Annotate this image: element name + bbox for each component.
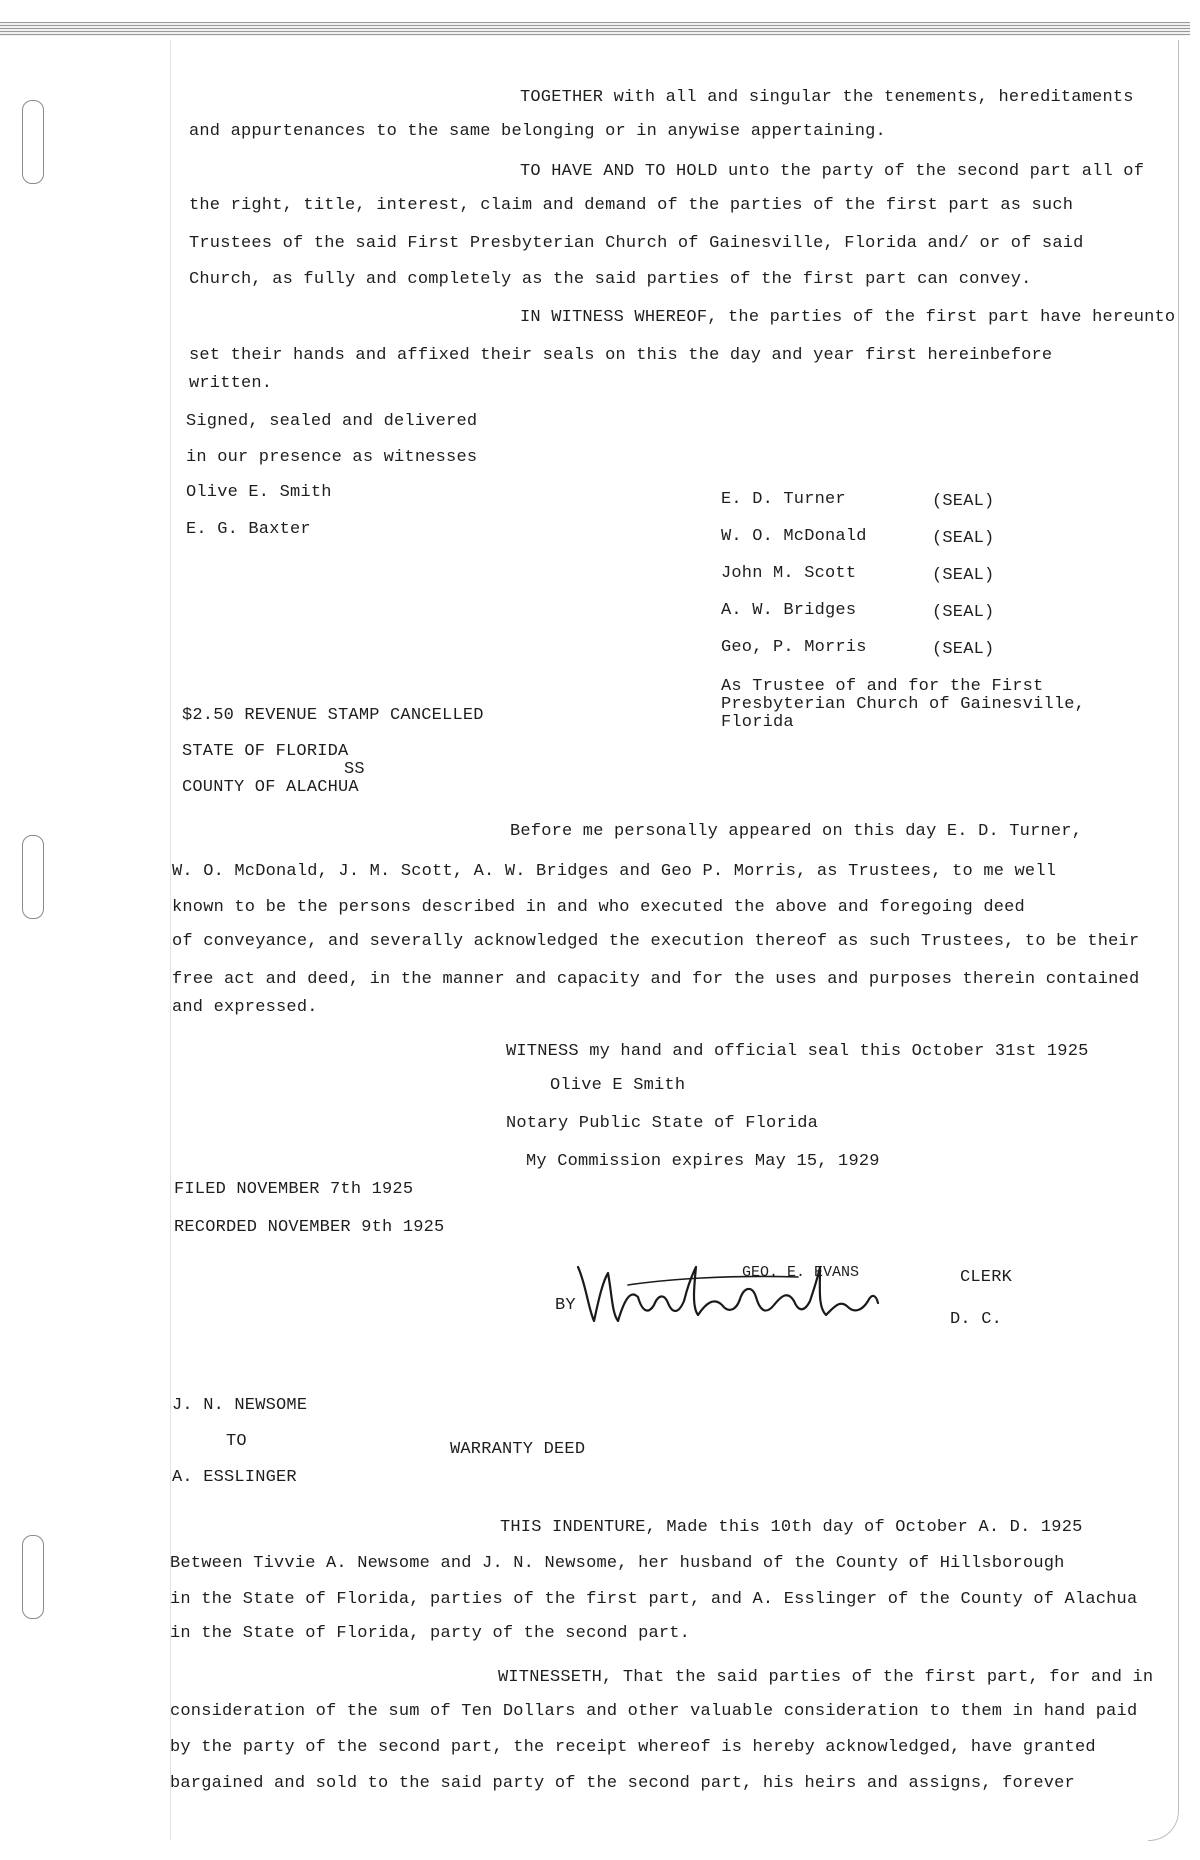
deputy-clerk-signature xyxy=(568,1255,886,1335)
deed2-text-line: Between Tivvie A. Newsome and J. N. Newsome, her husband of the County of Hillsborough xyxy=(170,1554,1065,1573)
grantee-name: A. ESSLINGER xyxy=(172,1468,297,1487)
binder-hole-bottom xyxy=(22,1535,44,1619)
binder-hole-middle xyxy=(22,835,44,919)
signer-name: W. O. McDonald xyxy=(721,527,867,546)
seal-label: (SEAL) xyxy=(932,529,995,548)
deed1-text-line: set their hands and affixed their seals on this the day and year first hereinbefore xyxy=(189,346,1053,365)
notary-title: Notary Public State of Florida xyxy=(506,1114,819,1133)
to-label: TO xyxy=(226,1432,247,1451)
commission-expiry: My Commission expires May 15, 1929 xyxy=(526,1152,880,1171)
filed-date: FILED NOVEMBER 7th 1925 xyxy=(174,1180,414,1199)
clerk-name: GEO. E. EVANS xyxy=(742,1264,860,1281)
deed2-text-line: in the State of Florida, party of the second part. xyxy=(170,1624,691,1643)
trustee-line: As Trustee of and for the First xyxy=(721,677,1044,696)
deed1-text-line: Church, as fully and completely as the said parties of the first part can convey. xyxy=(189,270,1032,289)
deed1-text-line: TO HAVE AND TO HOLD unto the party of the second part all of xyxy=(520,162,1145,181)
revenue-stamp-line: $2.50 REVENUE STAMP CANCELLED xyxy=(182,706,484,725)
witness-name: E. G. Baxter xyxy=(186,520,311,539)
ack-text-line: Before me personally appeared on this day E. D. Turner, xyxy=(510,822,1083,841)
deed2-text-line: in the State of Florida, parties of the first part, and A. Esslinger of the County of Alachua xyxy=(170,1590,1138,1609)
deed2-text-line: WITNESSETH, That the said parties of the first part, for and in xyxy=(498,1668,1154,1687)
ack-text-line: of conveyance, and severally acknowledged the execution thereof as such Trustees, to be their xyxy=(172,932,1140,951)
ack-text-line: W. O. McDonald, J. M. Scott, A. W. Bridges and Geo P. Morris, as Trustees, to me well xyxy=(172,862,1057,881)
trustee-line: Florida xyxy=(721,713,794,732)
deed1-text-line: and appurtenances to the same belonging or in anywise appertaining. xyxy=(189,122,886,141)
deed2-text-line: THIS INDENTURE, Made this 10th day of October A. D. 1925 xyxy=(500,1518,1083,1537)
state-line: STATE OF FLORIDA xyxy=(182,742,349,761)
clerk-title: CLERK xyxy=(960,1268,1013,1287)
grantor-name: J. N. NEWSOME xyxy=(172,1396,308,1415)
signer-name: John M. Scott xyxy=(721,564,857,583)
deed2-text-line: consideration of the sum of Ten Dollars and other valuable consideration to them in hand paid xyxy=(170,1702,1138,1721)
top-ruled-border xyxy=(0,22,1190,36)
trustee-line: Presbyterian Church of Gainesville, xyxy=(721,695,1086,714)
deed2-text-line: by the party of the second part, the receipt whereof is hereby acknowledged, have granted xyxy=(170,1738,1096,1757)
right-page-edge xyxy=(1178,40,1179,1780)
seal-label: (SEAL) xyxy=(932,566,995,585)
witness-name: Olive E. Smith xyxy=(186,483,332,502)
deed-type: WARRANTY DEED xyxy=(450,1440,586,1459)
deed1-text-line: TOGETHER with all and singular the tenements, hereditaments xyxy=(520,88,1134,107)
deed1-text-line: IN WITNESS WHEREOF, the parties of the first part have hereunto xyxy=(520,308,1176,327)
witnesses-line: in our presence as witnesses xyxy=(186,448,478,467)
signed-sealed-line: Signed, sealed and delivered xyxy=(186,412,478,431)
seal-label: (SEAL) xyxy=(932,492,995,511)
deputy-clerk-label: D. C. xyxy=(950,1310,1003,1329)
recorded-date: RECORDED NOVEMBER 9th 1925 xyxy=(174,1218,445,1237)
seal-label: (SEAL) xyxy=(932,603,995,622)
ack-text-line: free act and deed, in the manner and capacity and for the uses and purposes therein contained xyxy=(172,970,1140,989)
by-label: BY xyxy=(555,1296,576,1315)
notary-witness-line: WITNESS my hand and official seal this October 31st 1925 xyxy=(506,1042,1089,1061)
ack-text-line: known to be the persons described in and who executed the above and foregoing deed xyxy=(172,898,1025,917)
signer-name: A. W. Bridges xyxy=(721,601,857,620)
binder-hole-top xyxy=(22,100,44,184)
ss-line: SS xyxy=(344,760,365,779)
county-line: COUNTY OF ALACHUA xyxy=(182,778,359,797)
page-corner-curl xyxy=(1148,1780,1179,1841)
ack-text-line: and expressed. xyxy=(172,998,318,1017)
deed2-text-line: bargained and sold to the said party of the second part, his heirs and assigns, forever xyxy=(170,1774,1075,1793)
deed1-text-line: Trustees of the said First Presbyterian Church of Gainesville, Florida and/ or of said xyxy=(189,234,1084,253)
signer-name: Geo, P. Morris xyxy=(721,638,867,657)
deed1-text-line: the right, title, interest, claim and demand of the parties of the first part as such xyxy=(189,196,1074,215)
deed1-text-line: written. xyxy=(189,374,273,393)
seal-label: (SEAL) xyxy=(932,640,995,659)
notary-name: Olive E Smith xyxy=(550,1076,686,1095)
signer-name: E. D. Turner xyxy=(721,490,846,509)
